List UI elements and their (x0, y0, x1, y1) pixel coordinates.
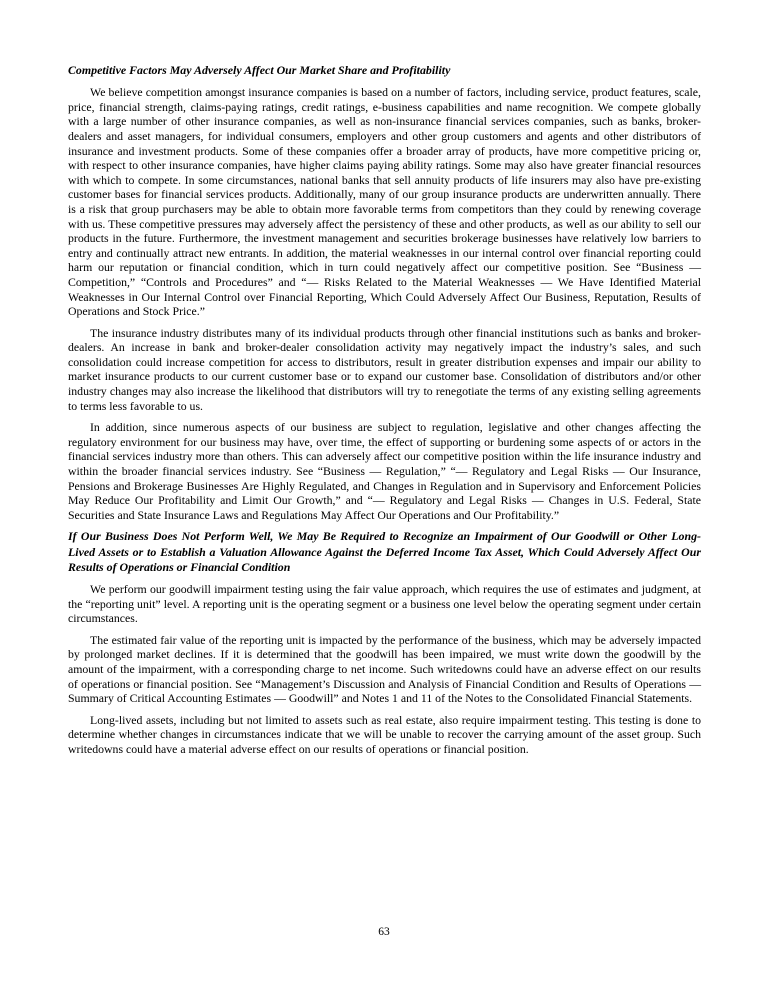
body-paragraph: We believe competition amongst insurance companies is based on a number of factors, including service, product features, scale, price, financial strength, claims-paying ratings, credit ratings, e-business capabilities and name recognition. We compete globally with a large number of other insurance companies, as well as non-insurance financial services companies, such as banks, broker-dealers and asset managers, for individual consumers, employers and other group customers and agents and other distributors of insurance and investment products. Some of these companies offer a broader array of products, have more competitive pricing or, with respect to other insurance companies, have higher claims paying ability ratings. Some may also have greater financial resources with which to compete. In some circumstances, national banks that sell annuity products of life insurers may also have pre-existing customer bases for financial services products. Additionally, many of our group insurance products are underwritten annually. There is a risk that group purchasers may be able to obtain more favorable terms from competitors than they could by renewing coverage with us. These competitive pressures may adversely affect the persistency of these and other products, as well as our ability to sell our products in the future. Furthermore, the investment management and securities brokerage businesses have relatively low barriers to entry and continually attract new entrants. In addition, the material weaknesses in our internal control over financial reporting could harm our reputation or financial condition, which in turn could negatively affect our competitive position. See “Business — Competition,” “Controls and Procedures” and “— Risks Related to the Material Weaknesses — We Have Identified Material Weaknesses in Our Internal Control over Financial Reporting, Which Could Adversely Affect Our Business, Reputation, Results of Operations and Stock Price.” (68, 85, 701, 319)
body-paragraph: The estimated fair value of the reporting unit is impacted by the performance of the business, which may be adversely impacted by prolonged market declines. If it is determined that the goodwill has been impaired, we must write down the goodwill by the amount of the impairment, with a corresponding charge to net income. Such writedowns could have an adverse effect on our results of operations or financial position. See “Management’s Discussion and Analysis of Financial Condition and Results of Operations — Summary of Critical Accounting Estimates — Goodwill” and Notes 1 and 11 of the Notes to the Consolidated Financial Statements. (68, 632, 701, 706)
body-paragraph: Long-lived assets, including but not limited to assets such as real estate, also require impairment testing. This testing is done to determine whether changes in circumstances indicate that we will be unable to recover the carrying amount of the asset group. Such writedowns could have a material adverse effect on our results of operations or financial position. (68, 712, 701, 756)
section-heading-competitive-factors: Competitive Factors May Adversely Affect Our Market Share and Profitability (68, 63, 451, 77)
section-heading-goodwill-impairment: If Our Business Does Not Perform Well, We May Be Required to Recognize an Impairment of Our Goodwill or Other Long-Lived Assets or to Establish a Valuation Allowance Against the Deferred Income Tax Asset, Which Could Adversely Affect Our Results of Operations or Financial Condition (68, 529, 701, 574)
body-paragraph: In addition, since numerous aspects of our business are subject to regulation, legislative and other changes affecting the regulatory environment for our business may have, over time, the effect of supporting or burdening some aspects of or actors in the financial services industry more than others. This can adversely affect our competitive position within the life insurance industry and within the broader financial services industry. See “Business — Regulation,” “— Regulatory and Legal Risks — Our Insurance, Pensions and Brokerage Businesses Are Highly Regulated, and Changes in Regulation and in Supervisory and Enforcement Policies May Reduce Our Profitability and Limit Our Growth,” and “— Regulatory and Legal Risks — Changes in U.S. Federal, State Securities and State Insurance Laws and Regulations May Affect Our Operations and Our Profitability.” (68, 420, 701, 522)
body-paragraph: We perform our goodwill impairment testing using the fair value approach, which requires the use of estimates and judgment, at the “reporting unit” level. A reporting unit is the operating segment or a business one level below the operating segment under certain circumstances. (68, 582, 701, 626)
body-paragraph: The insurance industry distributes many of its individual products through other financial institutions such as banks and broker-dealers. An increase in bank and broker-dealer consolidation activity may negatively impact the industry’s sales, and such consolidation could increase competition for access to distributors, result in greater distribution expenses and impair our ability to market insurance products to our current customer base or to expand our customer base. Consolidation of distributors and/or other industry changes may also increase the likelihood that distributors will try to renegotiate the terms of any existing selling agreements to terms less favorable to us. (68, 325, 701, 413)
page-number: 63 (378, 926, 390, 938)
page-content (68, 63, 701, 764)
